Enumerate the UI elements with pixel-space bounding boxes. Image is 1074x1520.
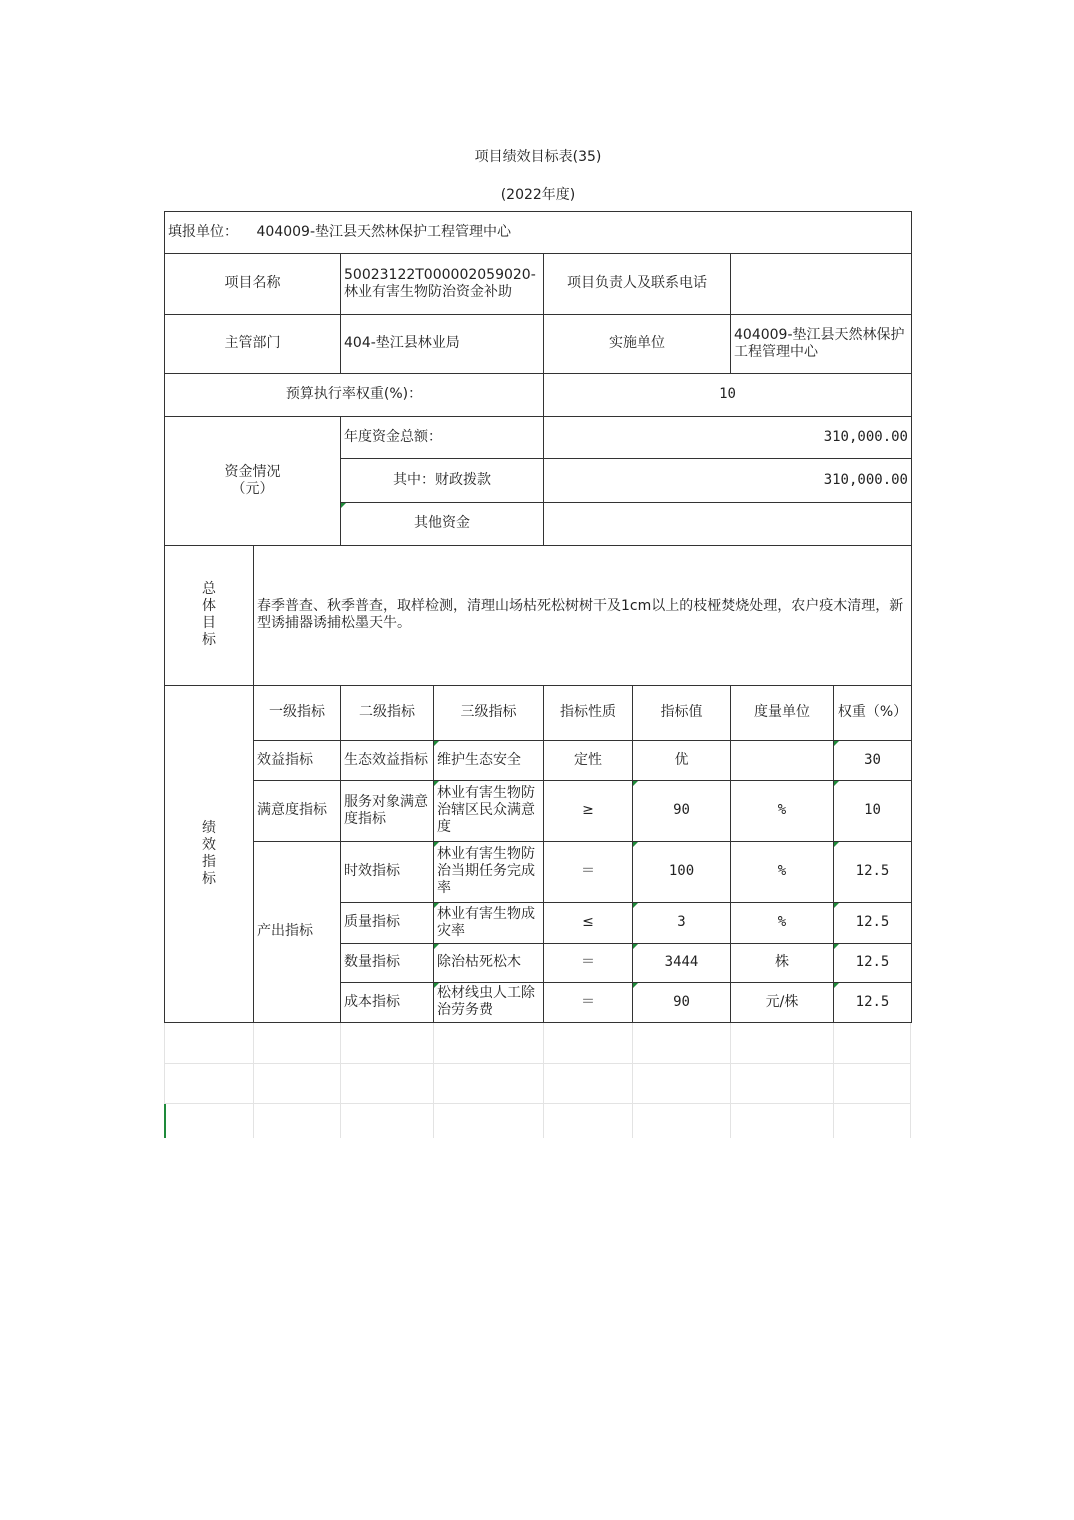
unit-cell: 元/株	[731, 982, 834, 1022]
implementing-unit-value: 404009-垫江县天然林保护工程管理中心	[731, 314, 912, 373]
performance-label-char: 指	[202, 853, 216, 870]
level2-cell: 服务对象满意度指标	[341, 780, 434, 841]
project-name-label: 项目名称	[165, 253, 341, 314]
performance-label-char: 效	[202, 836, 216, 853]
fiscal-funds-value: 310,000.00	[544, 458, 912, 502]
reporting-unit-label: 填报单位：	[165, 211, 254, 253]
nature-cell: ＝	[544, 943, 633, 982]
level3-cell: 松材线虫人工除治劳务费	[434, 982, 544, 1022]
department-label: 主管部门	[165, 314, 341, 373]
value-cell: 100	[633, 841, 731, 902]
header-unit: 度量单位	[731, 685, 834, 740]
value-cell: 优	[633, 740, 731, 780]
level2-cell: 数量指标	[341, 943, 434, 982]
overall-goal-char: 体	[202, 598, 216, 614]
level2-cell: 质量指标	[341, 902, 434, 943]
performance-goal-table	[164, 134, 912, 1023]
annual-total-value: 310,000.00	[544, 416, 912, 458]
unit-cell: %	[731, 841, 834, 902]
nature-cell: ＝	[544, 841, 633, 902]
performance-label-char: 绩	[202, 819, 216, 836]
unit-cell	[731, 740, 834, 780]
level1-cell: 满意度指标	[254, 780, 341, 841]
level1-cell: 效益指标	[254, 740, 341, 780]
performance-indicator-label	[165, 685, 254, 1022]
project-name-value: 50023122T000002059020-林业有害生物防治资金补助	[341, 253, 544, 314]
budget-weight-value: 10	[544, 373, 912, 416]
reporting-unit-value: 404009-垫江县天然林保护工程管理中心	[254, 211, 912, 253]
table-row	[165, 841, 912, 902]
nature-cell: ＝	[544, 982, 633, 1022]
funds-label-line1: 资金情况	[224, 463, 281, 480]
overall-goal-text: 春季普查、秋季普查，取样检测，清理山场枯死松树树干及1cm以上的枝桠焚烧处理，农户疫木清理，新型诱捕器诱捕松墨天牛。	[254, 545, 912, 685]
unit-cell: %	[731, 902, 834, 943]
weight-cell: 12.5	[834, 943, 912, 982]
level3-cell: 林业有害生物防治辖区民众满意度	[434, 780, 544, 841]
header-weight: 权重（%）	[834, 685, 912, 740]
level3-cell: 林业有害生物成灾率	[434, 902, 544, 943]
unit-cell: %	[731, 780, 834, 841]
weight-cell: 30	[834, 740, 912, 780]
page-title: 项目绩效目标表(35)	[474, 148, 602, 165]
level3-cell: 除治枯死松木	[434, 943, 544, 982]
level3-cell: 林业有害生物防治当期任务完成率	[434, 841, 544, 902]
level3-cell: 维护生态安全	[434, 740, 544, 780]
row-selection-marker	[164, 1104, 166, 1138]
implementing-unit-label: 实施单位	[544, 314, 731, 373]
project-leader-label: 项目负责人及联系电话	[544, 253, 731, 314]
level2-cell: 生态效益指标	[341, 740, 434, 780]
grid-line	[164, 1103, 911, 1104]
weight-cell: 10	[834, 780, 912, 841]
other-funds-label: 其他资金	[341, 502, 544, 545]
project-leader-value	[731, 253, 912, 314]
header-level1: 一级指标	[254, 685, 341, 740]
weight-cell: 12.5	[834, 841, 912, 902]
performance-label-char: 标	[202, 870, 216, 887]
nature-cell: 定性	[544, 740, 633, 780]
header-nature: 指标性质	[544, 685, 633, 740]
overall-goal-char: 总	[202, 581, 216, 597]
annual-total-label: 年度资金总额：	[341, 416, 544, 458]
funds-label-line2: （元）	[231, 480, 274, 497]
level2-cell: 成本指标	[341, 982, 434, 1022]
unit-cell: 株	[731, 943, 834, 982]
weight-cell: 12.5	[834, 902, 912, 943]
budget-weight-label: 预算执行率权重(%)：	[165, 373, 544, 416]
grid-line	[164, 1063, 911, 1064]
nature-cell: ≥	[544, 780, 633, 841]
spreadsheet-sheet	[164, 134, 911, 1138]
fiscal-funds-label: 其中：财政拨款	[341, 458, 544, 502]
table-row	[165, 740, 912, 780]
overall-goal-char: 目	[202, 615, 216, 631]
funds-label	[165, 416, 341, 545]
level1-cell: 产出指标	[254, 841, 341, 1022]
table-row	[165, 780, 912, 841]
other-funds-value	[544, 502, 912, 545]
weight-cell: 12.5	[834, 982, 912, 1022]
value-cell: 90	[633, 780, 731, 841]
header-value: 指标值	[633, 685, 731, 740]
value-cell: 3444	[633, 943, 731, 982]
overall-goal-char: 标	[202, 632, 216, 648]
header-level2: 二级指标	[341, 685, 434, 740]
year-subtitle: (2022年度)	[500, 186, 576, 203]
level2-cell: 时效指标	[341, 841, 434, 902]
value-cell: 3	[633, 902, 731, 943]
value-cell: 90	[633, 982, 731, 1022]
header-level3: 三级指标	[434, 685, 544, 740]
overall-goal-label	[165, 545, 254, 685]
nature-cell: ≤	[544, 902, 633, 943]
department-value: 404-垫江县林业局	[341, 314, 544, 373]
